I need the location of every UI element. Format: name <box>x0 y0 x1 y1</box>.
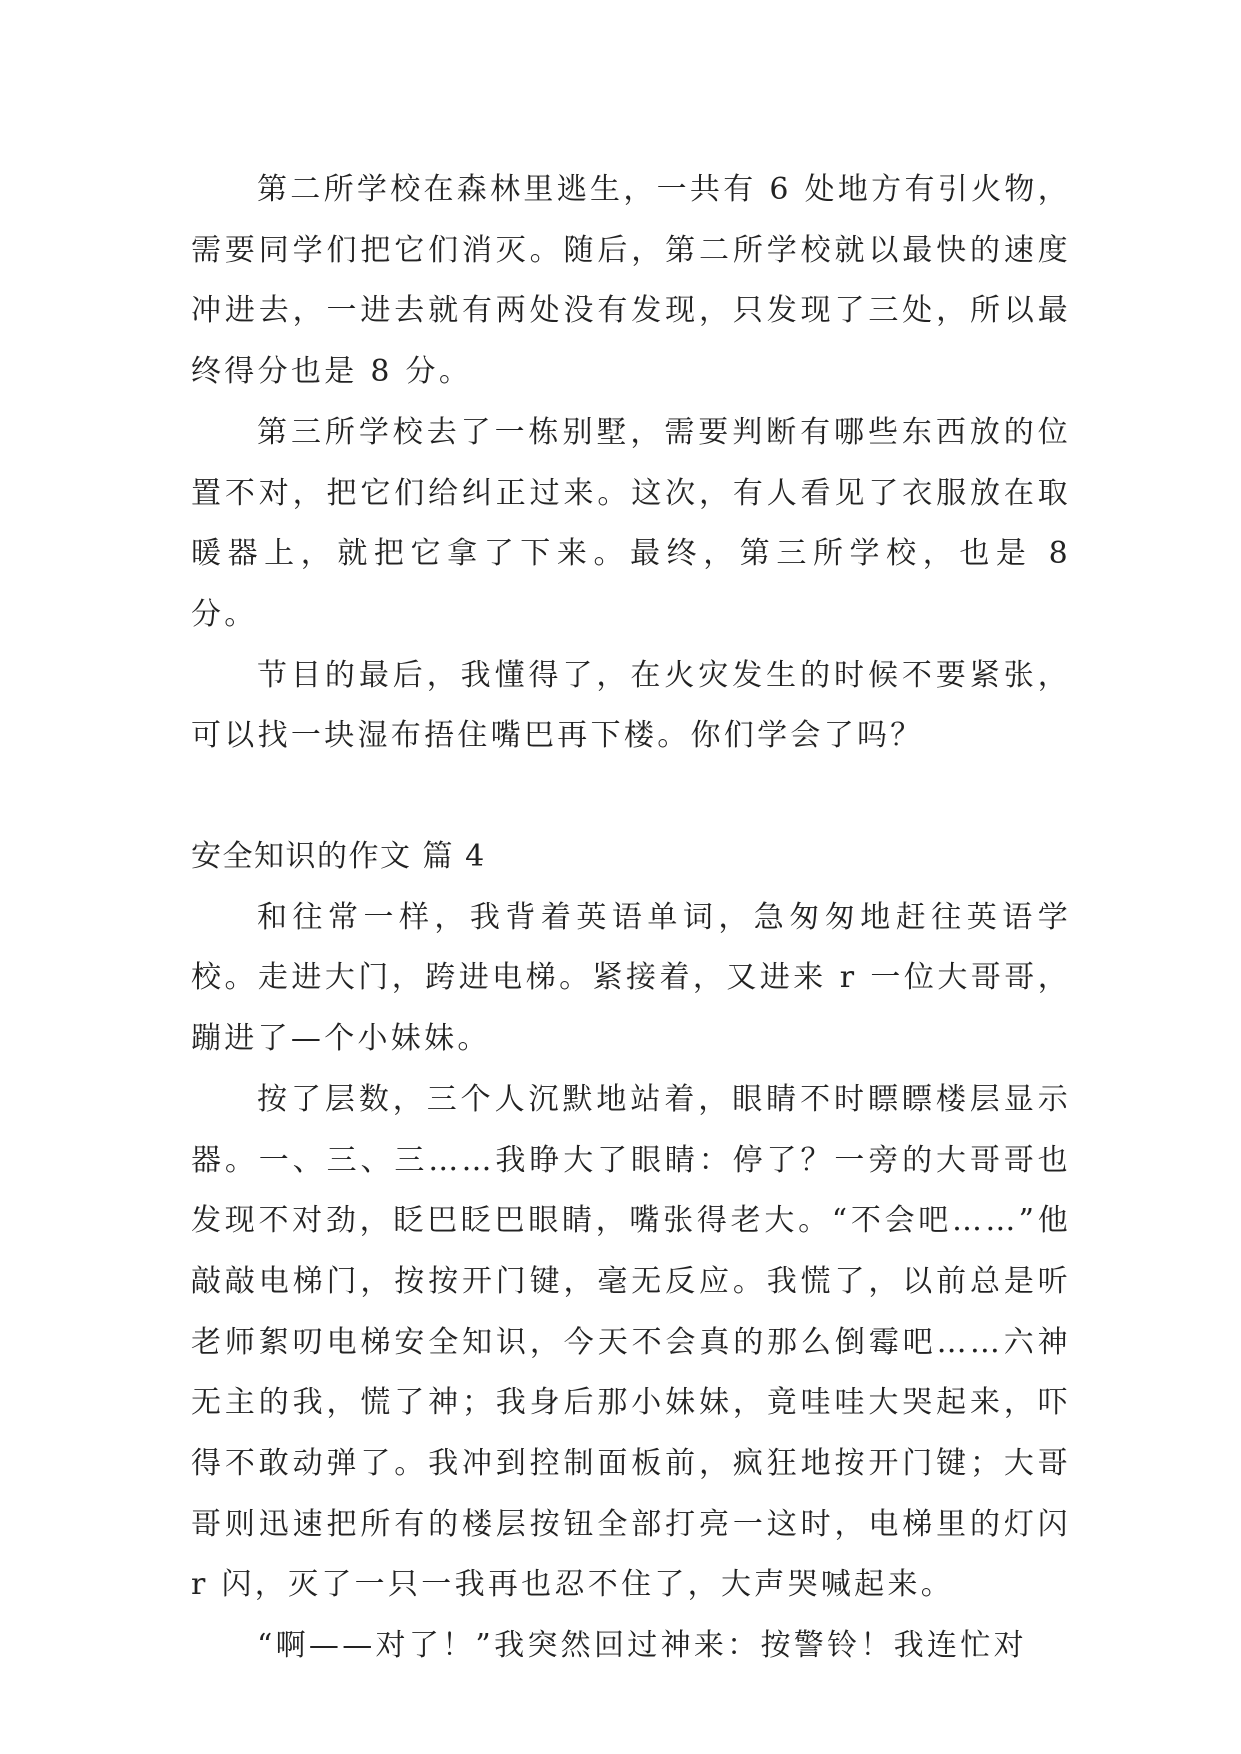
document-body <box>191 160 1071 1677</box>
paragraph-elevator-stuck: 按了层数，三个人沉默地站着，眼睛不时瞟瞟楼层显示器。一、三、三……我睁大了眼睛：停了？一旁的大哥哥也发现不对劲，眨巴眨巴眼睛，嘴张得老大。“不会吧……”他敲敲电梯门，按按开门键，毫无反应。我慌了，以前总是听老师絮叨电梯安全知识，今天不会真的那么倒霉吧……六神无主的我，慌了神；我身后那小妹妹，竟哇哇大哭起来，吓得不敢动弹了。我冲到控制面板前，疯狂地按开门键；大哥哥则迅速把所有的楼层按钮全部打亮一这时，电梯里的灯闪 r 闪，灭了一只一我再也忍不住了，大声哭喊起来。 <box>191 1081 1071 1603</box>
section-heading: 安全知识的作文 篇 4 <box>191 839 486 875</box>
paragraph-program-end: 节目的最后，我懂得了，在火灾发生的时候不要紧张，可以找一块湿布捂住嘴巴再下楼。你们学会了吗？ <box>191 657 1071 754</box>
paragraph-alarm: “啊——对了！”我突然回过神来：按警铃！我连忙对 <box>257 1628 1027 1664</box>
paragraph-elevator-enter: 和往常一样，我背着英语单词，急匆匆地赶往英语学校。走进大门，跨进电梯。紧接着，又进来 r 一位大哥哥，蹦进了—个小妹妹。 <box>191 899 1071 1057</box>
paragraph-school-two: 第二所学校在森林里逃生，一共有 6 处地方有引火物，需要同学们把它们消灭。随后，第二所学校就以最快的速度冲进去，一进去就有两处没有发现，只发现了三处，所以最终得分也是 8 分。 <box>191 172 1071 390</box>
paragraph-school-three: 第三所学校去了一栋别墅，需要判断有哪些东西放的位置不对，把它们给纠正过来。这次，有人看见了衣服放在取暖器上，就把它拿了下来。最终，第三所学校，也是 8 分。 <box>191 414 1071 632</box>
